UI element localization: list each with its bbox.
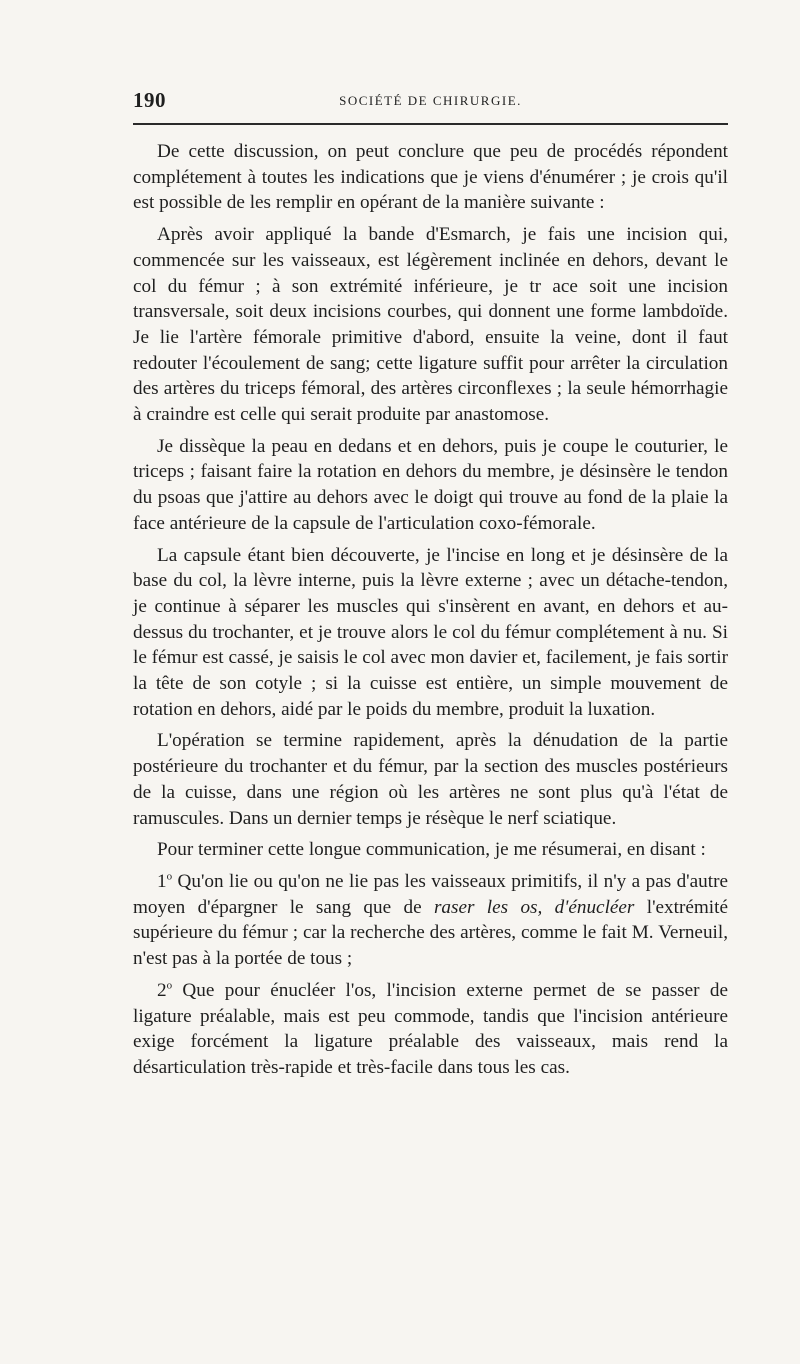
point-text: Qu'on lie ou qu'on ne lie pas les vaisseaux primitifs, il n'y a pas d'autre moyen d'épargner le sang que de	[133, 870, 728, 918]
paragraph-dissection: Je dissèque la peau en dedans et en dehors, puis je coupe le couturier, le triceps ; faisant faire la rotation en dehors du membre, je désinsère le tendon du psoas que j'attire au dehors avec le doigt qui trouve au fond de la plaie la face antérieure de la capsule de l'articulation coxo-fémorale.	[133, 435, 728, 534]
paragraph-conclusion: De cette discussion, on peut conclure que peu de procédés répondent complétement à toutes les indications que je viens d'énumérer ; je crois qu'il est possible de les remplir en opérant de la manière suivante :	[133, 141, 728, 214]
degree-mark: o	[166, 979, 173, 992]
paragraph-summary-intro: Pour terminer cette longue communication, je me résumerai, en disant :	[157, 839, 706, 861]
italic-phrase: raser les os, d'énucléer	[433, 896, 635, 918]
degree-mark: o	[166, 870, 173, 883]
summary-point-1	[133, 869, 728, 972]
page-header	[133, 88, 728, 118]
point-number: 2	[157, 979, 167, 1001]
paragraph-operation-end: L'opération se termine rapidement, après la dénudation de la partie postérieure du trochanter et du fémur, par la section des muscles postérieurs de la cuisse, dans une région où les artères ne sont plus qu'à l'état de ramuscules. Dans un dernier temps je résèque le nerf sciatique.	[133, 730, 728, 829]
paragraph-capsule: La capsule étant bien découverte, je l'incise en long et je désinsère de la base du col, la lèvre interne, puis la lèvre externe ; avec un détache-tendon, je continue à séparer les muscles qui s'insèrent en avant, en dehors et au-dessus du trochanter, et je trouve alors le col du fémur complétement à nu. Si le fémur est cassé, je saisis le col avec mon davier et, facilement, je fais sortir la tête de son cotyle ; si la cuisse est entière, un simple mouvement de rotation en dehors, aidé par le poids du membre, produit la luxation.	[133, 544, 728, 720]
summary-point-2	[133, 978, 728, 1081]
point-text-continued: l'extrémité supérieure du fémur ; car la recherche des artères, comme le fait M. Verneuil, n'est pas à la portée de tous ;	[133, 896, 728, 970]
body-text	[133, 139, 728, 1087]
point-number: 1	[157, 870, 167, 892]
page-number: 190	[133, 88, 166, 112]
paragraph-incision: Après avoir appliqué la bande d'Esmarch, je fais une incision qui, commencée sur les vaisseaux, est légèrement inclinée en dehors, devant le col du fémur ; à son extrémité inférieure, je tr ace soit une incision transversale, soit deux incisions courbes, qui donnent une forme lambdoïde. Je lie l'artère fémorale primitive d'abord, ensuite la veine, dont il faut redouter l'écoulement de sang; cette ligature suffit pour arrêter la circulation des artères du triceps fémoral, des artères circonflexes ; la seule hémorrhagie à craindre est celle qui serait produite par anastomose.	[133, 224, 728, 426]
running-title: SOCIÉTÉ DE CHIRURGIE.	[339, 93, 522, 108]
point-text: Que pour énucléer l'os, l'incision externe permet de se passer de ligature préalable, mais est peu commode, tandis que l'incision antérieure exige forcément la ligature préalable des vaisseaux, mais rend la désarticulation très-rapide et très-facile dans tous les cas.	[133, 979, 728, 1078]
header-rule	[133, 123, 728, 125]
